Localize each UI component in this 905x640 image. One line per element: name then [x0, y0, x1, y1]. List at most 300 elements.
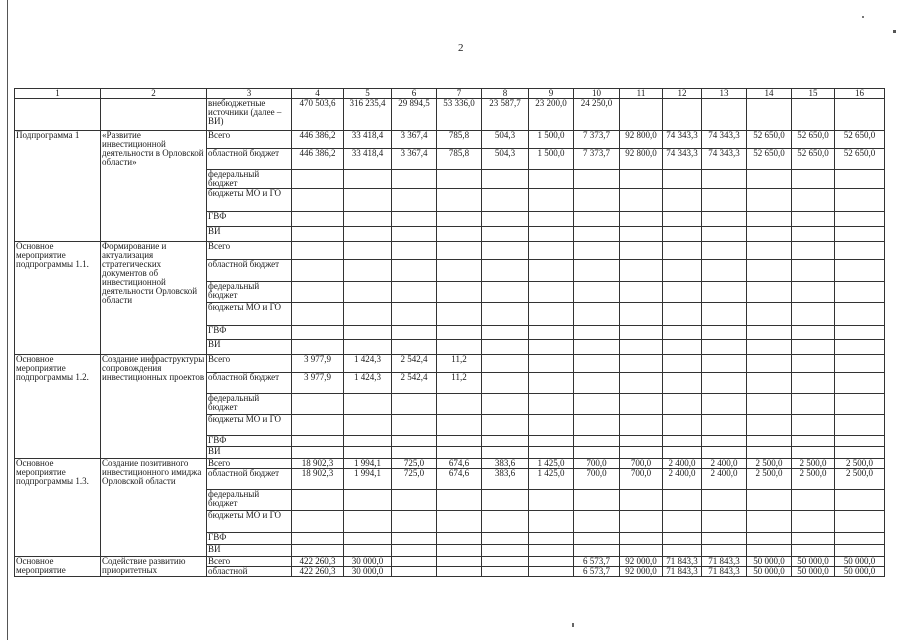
amount-cell — [437, 436, 482, 447]
amount-cell — [663, 394, 702, 415]
amount-cell — [702, 490, 747, 511]
amount-cell: 674,6 — [437, 469, 482, 490]
table-row — [15, 355, 885, 373]
amount-cell: 446 386,2 — [292, 149, 344, 170]
amount-cell — [747, 373, 792, 394]
column-number: 2 — [101, 89, 207, 99]
amount-cell — [482, 436, 529, 447]
amount-cell — [482, 355, 529, 373]
amount-cell: 446 386,2 — [292, 131, 344, 149]
funding-source-cell: бюджеты МО и ГО — [207, 415, 292, 436]
amount-cell — [574, 227, 620, 242]
amount-cell — [344, 282, 392, 303]
amount-cell — [620, 260, 663, 282]
amount-cell — [529, 303, 574, 326]
amount-cell: 2 542,4 — [392, 373, 437, 394]
amount-cell: 2 542,4 — [392, 355, 437, 373]
funding-source-cell: ГВФ — [207, 212, 292, 227]
funding-source-cell: ВИ — [207, 227, 292, 242]
amount-cell — [392, 490, 437, 511]
amount-cell — [747, 490, 792, 511]
scan-speck — [862, 16, 864, 18]
amount-cell — [747, 533, 792, 545]
amount-cell — [292, 212, 344, 227]
amount-cell: 422 260,3 — [292, 567, 344, 577]
amount-cell — [835, 303, 885, 326]
amount-cell — [702, 189, 747, 212]
amount-cell — [574, 436, 620, 447]
amount-cell — [663, 447, 702, 459]
amount-cell — [835, 394, 885, 415]
amount-cell — [835, 545, 885, 557]
amount-cell — [482, 490, 529, 511]
amount-cell: 422 260,3 — [292, 557, 344, 567]
amount-cell: 92 000,0 — [620, 557, 663, 567]
amount-cell — [292, 394, 344, 415]
amount-cell — [574, 355, 620, 373]
amount-cell: 2 500,0 — [835, 459, 885, 469]
amount-cell — [835, 490, 885, 511]
amount-cell — [835, 242, 885, 260]
amount-cell — [482, 415, 529, 436]
amount-cell — [482, 170, 529, 189]
amount-cell — [747, 260, 792, 282]
table-row — [15, 242, 885, 260]
program-title-cell: Содействие развитию приоритетных — [101, 557, 207, 577]
amount-cell — [702, 326, 747, 340]
amount-cell — [437, 545, 482, 557]
amount-cell: 50 000,0 — [792, 567, 835, 577]
amount-cell — [392, 340, 437, 355]
amount-cell — [437, 303, 482, 326]
amount-cell: 6 573,7 — [574, 557, 620, 567]
amount-cell — [620, 170, 663, 189]
amount-cell: 2 500,0 — [747, 469, 792, 490]
amount-cell — [835, 260, 885, 282]
amount-cell — [835, 189, 885, 212]
amount-cell — [344, 303, 392, 326]
amount-cell: 785,8 — [437, 149, 482, 170]
amount-cell — [529, 170, 574, 189]
amount-cell — [835, 415, 885, 436]
amount-cell — [792, 436, 835, 447]
amount-cell — [574, 260, 620, 282]
amount-cell — [747, 242, 792, 260]
amount-cell — [747, 189, 792, 212]
amount-cell — [620, 533, 663, 545]
amount-cell — [392, 545, 437, 557]
amount-cell — [344, 511, 392, 533]
funding-table — [14, 88, 885, 577]
amount-cell: 24 250,0 — [574, 99, 620, 131]
amount-cell: 74 343,3 — [663, 149, 702, 170]
amount-cell — [344, 260, 392, 282]
amount-cell: 700,0 — [620, 459, 663, 469]
amount-cell — [792, 394, 835, 415]
amount-cell: 316 235,4 — [344, 99, 392, 131]
amount-cell — [344, 326, 392, 340]
amount-cell — [702, 282, 747, 303]
amount-cell: 725,0 — [392, 459, 437, 469]
program-name-cell: Основное мероприятие подпрограммы 1.1. — [15, 242, 101, 355]
amount-cell — [292, 326, 344, 340]
amount-cell — [835, 511, 885, 533]
amount-cell — [344, 189, 392, 212]
amount-cell — [835, 436, 885, 447]
amount-cell — [792, 99, 835, 131]
amount-cell — [792, 326, 835, 340]
funding-source-cell: Всего — [207, 557, 292, 567]
amount-cell — [437, 242, 482, 260]
amount-cell — [663, 260, 702, 282]
funding-source-cell: ВИ — [207, 447, 292, 459]
column-number: 1 — [15, 89, 101, 99]
amount-cell — [792, 355, 835, 373]
page-edge-line — [7, 0, 8, 640]
amount-cell — [482, 340, 529, 355]
amount-cell — [437, 511, 482, 533]
amount-cell — [529, 533, 574, 545]
amount-cell: 18 902,3 — [292, 469, 344, 490]
amount-cell — [747, 212, 792, 227]
amount-cell: 71 843,3 — [702, 567, 747, 577]
amount-cell — [663, 189, 702, 212]
scan-speck — [572, 623, 574, 627]
amount-cell: 7 373,7 — [574, 149, 620, 170]
amount-cell: 3 977,9 — [292, 355, 344, 373]
funding-source-cell: бюджеты МО и ГО — [207, 303, 292, 326]
amount-cell — [620, 212, 663, 227]
amount-cell: 383,6 — [482, 459, 529, 469]
amount-cell — [747, 436, 792, 447]
amount-cell: 71 843,3 — [702, 557, 747, 567]
amount-cell — [663, 326, 702, 340]
funding-source-cell: федеральный бюджет — [207, 490, 292, 511]
amount-cell: 7 373,7 — [574, 131, 620, 149]
funding-source-cell: ГВФ — [207, 533, 292, 545]
amount-cell — [574, 326, 620, 340]
program-name-cell: Основное мероприятие подпрограммы 1.3. — [15, 459, 101, 557]
amount-cell — [702, 170, 747, 189]
program-title-cell: Формирование и актуализация стратегических документов об инвестиционной деятельности Орловской области — [101, 242, 207, 355]
amount-cell — [392, 170, 437, 189]
amount-cell — [292, 447, 344, 459]
funding-source-cell: ВИ — [207, 340, 292, 355]
amount-cell: 785,8 — [437, 131, 482, 149]
amount-cell: 53 336,0 — [437, 99, 482, 131]
amount-cell — [292, 545, 344, 557]
amount-cell — [392, 189, 437, 212]
amount-cell — [663, 533, 702, 545]
amount-cell — [835, 326, 885, 340]
amount-cell: 52 650,0 — [747, 149, 792, 170]
amount-cell: 2 400,0 — [663, 459, 702, 469]
amount-cell — [392, 394, 437, 415]
amount-cell — [529, 355, 574, 373]
amount-cell: 700,0 — [574, 459, 620, 469]
amount-cell — [437, 394, 482, 415]
amount-cell — [663, 99, 702, 131]
amount-cell — [792, 340, 835, 355]
amount-cell — [663, 212, 702, 227]
amount-cell — [620, 415, 663, 436]
funding-source-cell: федеральный бюджет — [207, 282, 292, 303]
amount-cell — [292, 415, 344, 436]
amount-cell — [792, 189, 835, 212]
amount-cell — [529, 326, 574, 340]
amount-cell — [620, 447, 663, 459]
amount-cell — [574, 242, 620, 260]
program-title-cell: «Развитие инвестиционной деятельности в Орловской области» — [101, 131, 207, 242]
amount-cell — [437, 260, 482, 282]
amount-cell — [292, 340, 344, 355]
amount-cell — [529, 490, 574, 511]
amount-cell: 50 000,0 — [792, 557, 835, 567]
amount-cell — [574, 282, 620, 303]
amount-cell — [392, 511, 437, 533]
amount-cell — [574, 533, 620, 545]
amount-cell — [747, 447, 792, 459]
amount-cell — [292, 260, 344, 282]
amount-cell — [835, 373, 885, 394]
amount-cell — [620, 227, 663, 242]
amount-cell — [702, 340, 747, 355]
column-number: 12 — [663, 89, 702, 99]
funding-source-cell: областной бюджет — [207, 260, 292, 282]
amount-cell: 2 400,0 — [702, 459, 747, 469]
amount-cell — [482, 260, 529, 282]
amount-cell — [437, 447, 482, 459]
amount-cell: 1 424,3 — [344, 373, 392, 394]
column-number: 6 — [392, 89, 437, 99]
amount-cell: 1 425,0 — [529, 459, 574, 469]
amount-cell: 3 367,4 — [392, 149, 437, 170]
amount-cell — [574, 303, 620, 326]
amount-cell — [482, 394, 529, 415]
amount-cell — [702, 447, 747, 459]
amount-cell: 700,0 — [620, 469, 663, 490]
amount-cell: 700,0 — [574, 469, 620, 490]
amount-cell — [620, 490, 663, 511]
amount-cell — [792, 447, 835, 459]
amount-cell: 470 503,6 — [292, 99, 344, 131]
amount-cell — [702, 394, 747, 415]
amount-cell — [344, 533, 392, 545]
amount-cell — [620, 511, 663, 533]
column-number: 11 — [620, 89, 663, 99]
amount-cell: 29 894,5 — [392, 99, 437, 131]
amount-cell — [747, 326, 792, 340]
amount-cell — [437, 340, 482, 355]
column-number: 15 — [792, 89, 835, 99]
amount-cell — [292, 490, 344, 511]
amount-cell — [344, 545, 392, 557]
amount-cell — [529, 394, 574, 415]
amount-cell: 52 650,0 — [792, 131, 835, 149]
program-title-cell: Создание позитивного инвестиционного имиджа Орловской области — [101, 459, 207, 557]
amount-cell — [292, 189, 344, 212]
amount-cell — [792, 533, 835, 545]
amount-cell — [835, 533, 885, 545]
amount-cell — [437, 189, 482, 212]
amount-cell — [702, 242, 747, 260]
amount-cell: 1 500,0 — [529, 149, 574, 170]
amount-cell — [702, 511, 747, 533]
amount-cell — [344, 415, 392, 436]
amount-cell — [663, 355, 702, 373]
amount-cell — [482, 545, 529, 557]
amount-cell — [482, 511, 529, 533]
amount-cell — [574, 511, 620, 533]
amount-cell — [663, 303, 702, 326]
amount-cell — [482, 447, 529, 459]
amount-cell — [529, 340, 574, 355]
amount-cell — [529, 447, 574, 459]
amount-cell — [344, 340, 392, 355]
program-name-cell: Основное мероприятие подпрограммы 1.2. — [15, 355, 101, 459]
amount-cell — [292, 511, 344, 533]
amount-cell — [292, 436, 344, 447]
amount-cell: 52 650,0 — [747, 131, 792, 149]
amount-cell — [437, 533, 482, 545]
funding-source-cell: Всего — [207, 131, 292, 149]
amount-cell: 725,0 — [392, 469, 437, 490]
amount-cell — [663, 436, 702, 447]
column-number: 16 — [835, 89, 885, 99]
amount-cell — [574, 373, 620, 394]
amount-cell — [292, 170, 344, 189]
amount-cell: 2 500,0 — [747, 459, 792, 469]
amount-cell: 1 994,1 — [344, 469, 392, 490]
amount-cell — [620, 355, 663, 373]
amount-cell — [482, 557, 529, 567]
amount-cell — [482, 227, 529, 242]
funding-source-cell: ВИ — [207, 545, 292, 557]
amount-cell — [835, 282, 885, 303]
amount-cell: 504,3 — [482, 131, 529, 149]
amount-cell — [482, 303, 529, 326]
amount-cell — [344, 436, 392, 447]
funding-source-cell: областной бюджет — [207, 373, 292, 394]
amount-cell — [529, 242, 574, 260]
amount-cell — [792, 282, 835, 303]
amount-cell — [792, 227, 835, 242]
amount-cell — [292, 242, 344, 260]
amount-cell: 92 000,0 — [620, 567, 663, 577]
amount-cell — [792, 373, 835, 394]
amount-cell — [574, 189, 620, 212]
amount-cell — [437, 227, 482, 242]
amount-cell — [702, 415, 747, 436]
amount-cell: 1 994,1 — [344, 459, 392, 469]
amount-cell — [747, 545, 792, 557]
program-title-cell — [101, 99, 207, 131]
table-row — [15, 99, 885, 131]
amount-cell: 74 343,3 — [702, 149, 747, 170]
amount-cell — [702, 436, 747, 447]
amount-cell — [663, 545, 702, 557]
amount-cell — [620, 303, 663, 326]
amount-cell — [529, 567, 574, 577]
amount-cell — [344, 490, 392, 511]
amount-cell: 23 200,0 — [529, 99, 574, 131]
amount-cell — [292, 303, 344, 326]
amount-cell: 1 425,0 — [529, 469, 574, 490]
amount-cell: 11,2 — [437, 355, 482, 373]
amount-cell — [663, 340, 702, 355]
amount-cell — [292, 533, 344, 545]
amount-cell: 2 400,0 — [702, 469, 747, 490]
amount-cell — [835, 227, 885, 242]
amount-cell — [392, 282, 437, 303]
amount-cell — [529, 227, 574, 242]
amount-cell — [574, 212, 620, 227]
program-title-cell: Создание инфраструктуры сопровождения инвестиционных проектов — [101, 355, 207, 459]
table-row — [15, 557, 885, 567]
amount-cell: 11,2 — [437, 373, 482, 394]
amount-cell — [747, 355, 792, 373]
funding-source-cell: Всего — [207, 242, 292, 260]
amount-cell — [529, 511, 574, 533]
amount-cell — [792, 242, 835, 260]
amount-cell — [835, 447, 885, 459]
amount-cell — [482, 567, 529, 577]
column-number: 13 — [702, 89, 747, 99]
amount-cell: 71 843,3 — [663, 557, 702, 567]
amount-cell — [702, 545, 747, 557]
amount-cell — [663, 373, 702, 394]
amount-cell — [835, 170, 885, 189]
amount-cell — [747, 394, 792, 415]
amount-cell — [392, 303, 437, 326]
amount-cell — [620, 99, 663, 131]
amount-cell: 30 000,0 — [344, 567, 392, 577]
program-name-cell: Подпрограмма 1 — [15, 131, 101, 242]
program-name-cell: Основное мероприятие — [15, 557, 101, 577]
page-number: 2 — [458, 42, 464, 54]
amount-cell — [620, 242, 663, 260]
amount-cell — [835, 212, 885, 227]
amount-cell — [392, 212, 437, 227]
amount-cell — [747, 170, 792, 189]
amount-cell: 52 650,0 — [792, 149, 835, 170]
amount-cell — [792, 545, 835, 557]
funding-source-cell: областной бюджет — [207, 149, 292, 170]
amount-cell — [747, 340, 792, 355]
amount-cell — [747, 99, 792, 131]
amount-cell — [620, 394, 663, 415]
amount-cell — [792, 260, 835, 282]
amount-cell — [792, 212, 835, 227]
amount-cell — [702, 212, 747, 227]
funding-source-cell: Всего — [207, 355, 292, 373]
amount-cell — [392, 567, 437, 577]
amount-cell: 50 000,0 — [747, 567, 792, 577]
amount-cell — [437, 170, 482, 189]
column-number: 4 — [292, 89, 344, 99]
amount-cell — [702, 227, 747, 242]
amount-cell — [392, 242, 437, 260]
amount-cell: 2 400,0 — [663, 469, 702, 490]
amount-cell — [437, 212, 482, 227]
amount-cell — [344, 242, 392, 260]
amount-cell — [392, 447, 437, 459]
amount-cell — [529, 415, 574, 436]
amount-cell: 33 418,4 — [344, 149, 392, 170]
amount-cell: 92 800,0 — [620, 131, 663, 149]
amount-cell — [620, 189, 663, 212]
amount-cell — [574, 394, 620, 415]
